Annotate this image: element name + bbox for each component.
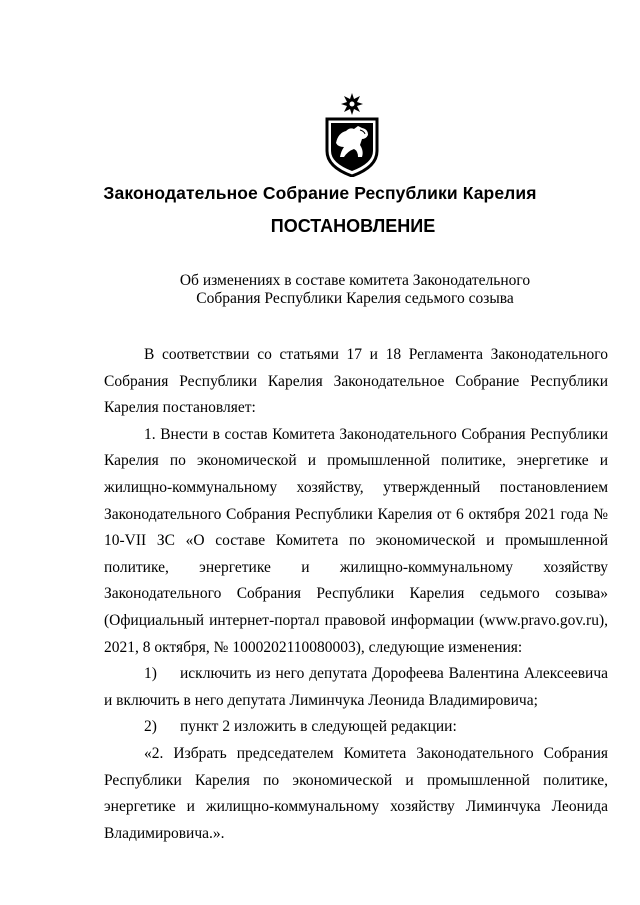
organization-name: Законодательное Собрание Республики Карелия: [103, 183, 537, 203]
subitem-1-number: 1): [144, 665, 157, 683]
subitem-2: [104, 714, 608, 741]
subitem-2-number: 2): [144, 718, 157, 736]
document-body: [104, 342, 608, 847]
subitem-1: [104, 661, 608, 714]
subject-line-1: Об изменениях в составе комитета Законодательного: [179, 272, 531, 289]
document-subject: [110, 272, 600, 308]
karelia-coat-of-arms-icon: [324, 93, 380, 177]
subitem-2-text: пункт 2 изложить в следующей редакции:: [180, 718, 457, 736]
subject-line-2: Собрания Республики Карелия седьмого созыва: [196, 290, 514, 307]
subitem-1-text: исключить из него депутата Дорофеева Валентина Алексеевича и включить в него депутата Лиминчука Леонида Владимировича;: [104, 665, 608, 709]
item-1-paragraph: 1. Внести в состав Комитета Законодательного Собрания Республики Карелия по экономической и промышленной политике, энергетике и жилищно-коммунальному хозяйству, утвержденный постановлением Законодательного Собрания Республики Карелия от 6 октября 2021 года № 10-VII ЗС «О составе Комитета по экономической и промышленной политике, энергетике и жилищно-коммунальному хозяйству Законодательного Собрания Республики Карелия седьмого созыва» (Официальный интернет-портал правовой информации (www.pravo.gov.ru), 2021, 8 октября, № 1000202110080003), следующие изменения:: [104, 425, 608, 656]
quote-paragraph: «2. Избрать председателем Комитета Законодательного Собрания Республики Карелия по экономической и промышленной политике, энергетике и жилищно-коммунальному хозяйству Лиминчука Леонида Владимировича.».: [104, 744, 608, 842]
document-type-title: ПОСТАНОВЛЕНИЕ: [270, 216, 436, 236]
intro-paragraph: В соответствии со статьями 17 и 18 Регламента Законодательного Собрания Республики Карелия Законодательное Собрание Республики Карелия постановляет:: [104, 346, 608, 417]
